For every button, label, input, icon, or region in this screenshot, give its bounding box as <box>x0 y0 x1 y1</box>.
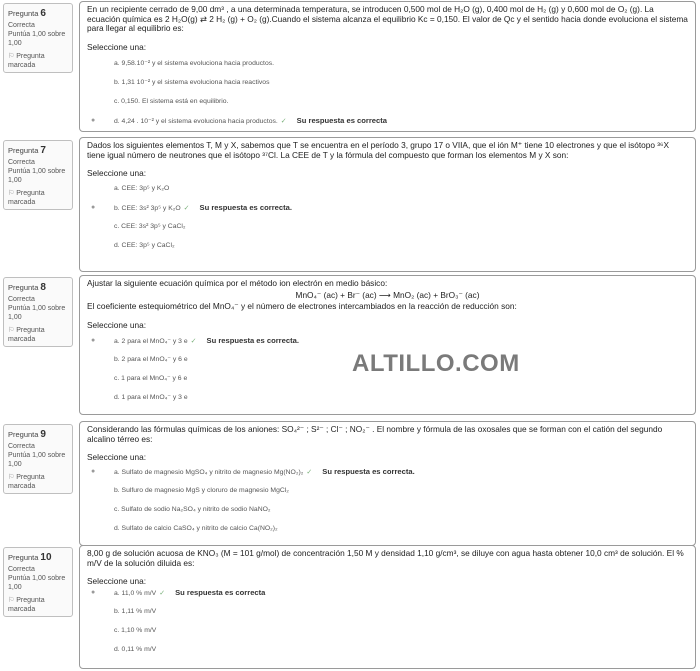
question-number: 6 <box>40 8 46 19</box>
status: Correcta <box>8 442 35 450</box>
option-text: a. CEE: 3p⁵ y K₂O <box>114 185 170 193</box>
question-label: Pregunta <box>8 283 39 292</box>
score: Puntúa 1,00 sobre 1,00 <box>8 304 66 322</box>
question-text: En un recipiente cerrado de 9,00 dm³ , a una determinada temperatura, se introducen 0,500 mol de H₂O (g), 0,400 mol de H₂ (g) y 0,600 mol de O₂ (g). La ecuación química es 2 H₂O(g) ⇄ 2 H₂ (g) + O₂ (g).Cuando el sistema alcanza el equilibrio Kc = 0,150. El valor de Qc y el sentido hacia donde evoluciona el sistema para llegar al equilibrio es: <box>87 4 688 34</box>
option[interactable] <box>87 500 688 519</box>
check-icon: ✓ <box>183 205 190 213</box>
option[interactable] <box>87 54 688 73</box>
check-icon: ✓ <box>280 117 287 125</box>
option-text: b. 2 para el MnO₄⁻ y 6 e <box>114 355 188 363</box>
status: Correcta <box>8 565 35 573</box>
status: Correcta <box>8 295 35 303</box>
question-label: Pregunta <box>8 553 39 562</box>
question-label: Pregunta <box>8 430 39 439</box>
flag-question[interactable] <box>8 326 68 345</box>
radio-selected[interactable]: ● <box>91 116 96 124</box>
option-text: d. CEE: 3p⁵ y CaCl₂ <box>114 242 175 250</box>
option-text: c. CEE: 3s² 3p⁵ y CaCl₂ <box>114 223 186 231</box>
radio-selected[interactable]: ● <box>91 336 96 344</box>
flag-label: Pregunta marcada <box>8 473 45 491</box>
option-text: a. 11,0 % m/V <box>114 590 157 598</box>
question-info <box>3 3 73 73</box>
option-text: a. 2 para el MnO₄⁻ y 3 e <box>114 337 188 345</box>
flag-question[interactable] <box>8 596 68 615</box>
question-label: Pregunta <box>8 9 39 18</box>
check-icon: ✓ <box>306 469 313 477</box>
question-info <box>3 140 73 210</box>
option-text: c. 0,150. El sistema está en equilibrio. <box>114 97 229 105</box>
flag-question[interactable] <box>8 52 68 71</box>
question-content <box>79 137 696 272</box>
option-selected[interactable] <box>87 331 688 350</box>
radio-selected[interactable]: ● <box>91 204 96 212</box>
option[interactable] <box>87 179 688 198</box>
question-number: 7 <box>40 145 46 156</box>
option[interactable] <box>87 388 688 407</box>
option-text: b. 1,31 10⁻² y el sistema evoluciona hacia reactivos <box>114 78 270 86</box>
status: Correcta <box>8 21 35 29</box>
flag-icon: ⚐ <box>8 326 15 334</box>
question-content <box>79 1 696 132</box>
flag-label: Pregunta marcada <box>8 596 45 614</box>
option[interactable] <box>87 73 688 92</box>
select-one-label: Seleccione una: <box>87 319 147 330</box>
question-text: Dados los siguientes elementos T, M y X, sabemos que T se encuentra en el período 3, grupo 17 o VIIA, que el ión M⁺ tiene 10 electrones y que el isótopo ³⁶X tiene igual número de neutrones que el isótopo ³⁷Cl. La CEE de T y la fórmula del compuesto que forman los elementos M y X son: <box>87 140 670 160</box>
option[interactable] <box>87 621 688 640</box>
watermark-text: ALTILLO.COM <box>352 350 520 377</box>
option-text: d. 0,11 % m/V <box>114 646 157 654</box>
feedback: Su respuesta es correcta <box>296 115 387 125</box>
question-text: Ajustar la siguiente ecuación química por el método ion electrón en medio básico: <box>87 278 388 288</box>
flag-icon: ⚐ <box>8 189 15 197</box>
option-text: c. 1,10 % m/V <box>114 627 157 635</box>
question-label: Pregunta <box>8 146 39 155</box>
flag-label: Pregunta marcada <box>8 326 45 344</box>
check-icon: ✓ <box>190 337 197 345</box>
reaction-equation: MnO₄⁻ (ac) + Br⁻ (ac) ⟶ MnO₂ (ac) + BrO₃⁻ (ac) <box>295 289 480 300</box>
option[interactable] <box>87 92 688 111</box>
feedback: Su respuesta es correcta. <box>322 467 415 477</box>
option[interactable] <box>87 602 688 621</box>
option-text: d. 4,24 . 10⁻² y el sistema evoluciona hacia productos. <box>114 117 278 125</box>
question-number: 10 <box>40 552 52 563</box>
feedback: Su respuesta es correcta <box>175 588 266 598</box>
select-one-label: Seleccione una: <box>87 41 147 52</box>
flag-icon: ⚐ <box>8 52 15 60</box>
select-one-label: Seleccione una: <box>87 576 147 587</box>
option-text: b. Sulfuro de magnesio MgS y cloruro de magnesio MgCl₂ <box>114 487 289 495</box>
option[interactable] <box>87 519 688 538</box>
select-one-label: Seleccione una: <box>87 452 147 463</box>
feedback: Su respuesta es correcta. <box>206 335 299 345</box>
question-text-after: El coeficiente estequiométrico del MnO₄⁻ y el número de electrones intercambiados en la reacción de reducción son: <box>87 301 517 312</box>
score: Puntúa 1,00 sobre 1,00 <box>8 30 66 48</box>
option[interactable] <box>87 640 688 659</box>
question-text: 8,00 g de solución acuosa de KNO₃ (M = 101 g/mol) de concentración 1,50 M y densidad 1,10 g/cm³, se diluye con agua hasta obtener 10,0 cm³ de solución. El % m/V de la solución diluida es: <box>87 548 684 568</box>
flag-label: Pregunta marcada <box>8 52 45 70</box>
score: Puntúa 1,00 sobre 1,00 <box>8 167 66 185</box>
question-number: 9 <box>40 429 46 440</box>
feedback: Su respuesta es correcta. <box>199 203 292 213</box>
flag-icon: ⚐ <box>8 596 15 604</box>
option-selected[interactable] <box>87 198 688 217</box>
option[interactable] <box>87 236 688 255</box>
option-text: b. 1,11 % m/V <box>114 608 157 616</box>
question-text: Considerando las fórmulas químicas de los aniones: SO₄²⁻ ; S²⁻ ; Cl⁻ ; NO₂⁻ . El nombre y fórmula de las oxosales que se forman con el catión del segundo alcalino térreo es: <box>87 424 663 444</box>
option-text: b. CEE: 3s² 3p⁵ y K₂O <box>114 205 181 213</box>
question-content <box>79 421 696 546</box>
score: Puntúa 1,00 sobre 1,00 <box>8 451 66 469</box>
score: Puntúa 1,00 sobre 1,00 <box>8 574 66 592</box>
option-selected[interactable] <box>87 111 688 130</box>
option-text: c. 1 para el MnO₄⁻ y 6 e <box>114 374 188 382</box>
flag-question[interactable] <box>8 189 68 208</box>
option-text: a. Sulfato de magnesio MgSO₄ y nitrito de magnesio Mg(NO₂)₂ <box>114 469 304 477</box>
check-icon: ✓ <box>159 590 166 598</box>
select-one-label: Seleccione una: <box>87 168 147 179</box>
question-info <box>3 547 73 617</box>
flag-label: Pregunta marcada <box>8 189 45 207</box>
option[interactable] <box>87 217 688 236</box>
question-content <box>79 545 696 669</box>
option-selected[interactable] <box>87 462 688 481</box>
question-info <box>3 424 73 494</box>
flag-question[interactable] <box>8 473 68 492</box>
option-text: d. Sulfato de calcio CaSO₄ y nitrito de calcio Ca(NO₂)₂ <box>114 525 278 533</box>
option-text: d. 1 para el MnO₄⁻ y 3 e <box>114 393 188 401</box>
status: Correcta <box>8 158 35 166</box>
flag-icon: ⚐ <box>8 473 15 481</box>
radio-selected[interactable]: ● <box>91 589 96 597</box>
option-text: a. 9,58.10⁻² y el sistema evoluciona hacia productos. <box>114 59 275 67</box>
radio-selected[interactable]: ● <box>91 468 96 476</box>
question-number: 8 <box>40 282 46 293</box>
option-text: c. Sulfato de sodio Na₂SO₄ y nitrito de sodio NaNO₂ <box>114 506 271 514</box>
question-info <box>3 277 73 347</box>
question-content <box>79 275 696 415</box>
option-selected[interactable] <box>87 583 688 602</box>
option[interactable] <box>87 481 688 500</box>
